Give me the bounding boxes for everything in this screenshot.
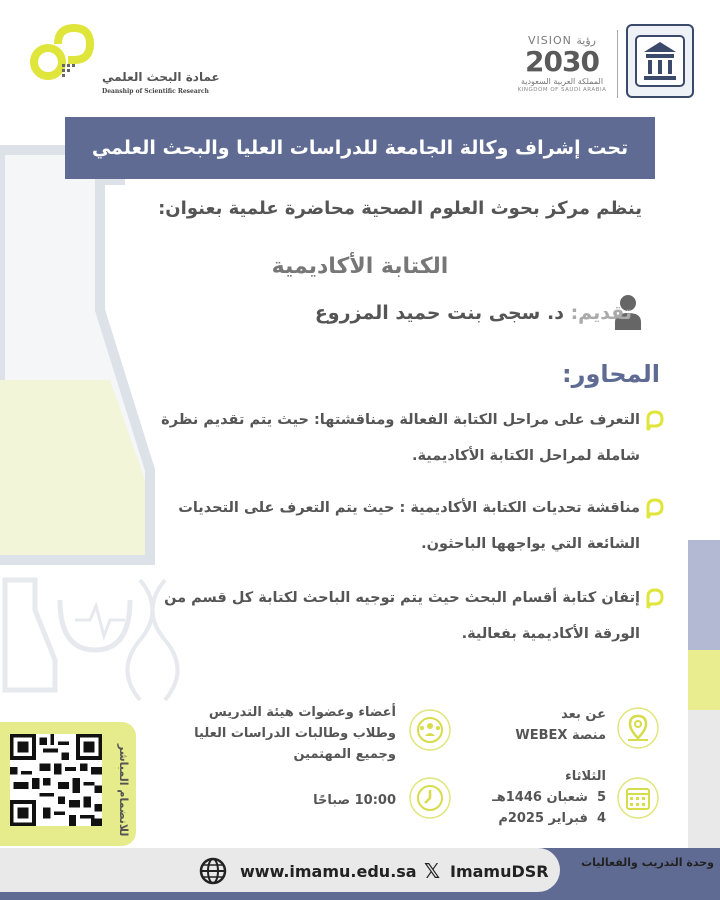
axis-item [120,402,660,474]
vision-country-en: KINGDOM OF SAUDI ARABIA [517,87,607,93]
axis-line-1: إتقان كتابة أقسام البحث حيث يتم توجيه الباحث لكتابة كل قسم من [164,590,640,606]
unit-label: وحدة التدريب والفعاليات [581,856,714,869]
vision-country-ar: المملكة العربية السعودية [520,77,604,86]
axis-line-2: الشائعة التي يواجهها الباحثون. [421,536,640,552]
date-hijri: شعبان 1446هـ [492,790,588,805]
intro-text: ينظم مركز بحوث العلوم الصحية محاضرة علمية بعنوان: [158,198,642,219]
university-emblem-icon [628,26,692,96]
date-hijri-day: 5 [596,790,606,805]
audience-line-3: وجميع المهتمين [293,747,396,762]
lecture-title: الكتابة الأكاديمية [271,254,449,279]
presenter-name: د. سجى بنت حميد المزروع [314,302,564,324]
axis-line-2: الورقة الأكاديمية بفعالية. [461,626,640,642]
calendar-icon [616,776,660,820]
date-greg: فبراير 2025م [498,811,588,826]
supervision-banner: تحت إشراف وكالة الجامعة للدراسات العليا والبحث العلمي [65,117,655,179]
location-value: منصة WEBEX [515,728,606,743]
logo-divider [617,30,618,98]
audience-icon [408,708,452,752]
imam-university-logo [626,24,694,98]
dsr-name-ar: عمادة البحث العلمي [102,70,220,84]
dsr-name-en: Deanship of Scientific Research [102,88,209,95]
vision-label: VISION رؤية [528,34,596,47]
audience-line-1: أعضاء وعضوات هيئة التدريس [208,705,396,720]
date-info [492,766,606,829]
x-logo-icon: 𝕏 [424,859,441,883]
axis-item [120,580,660,652]
presenter [315,302,632,324]
bullet-icon [646,409,664,431]
location-info [515,704,606,746]
bullet-icon [646,587,664,609]
date-greg-day: 4 [596,811,606,826]
location-icon [616,706,660,750]
date-greg-line [492,808,606,829]
clock-icon [408,776,452,820]
audience-line-2: وطلاب وطالبات الدراسات العليا [194,726,396,741]
time-info: 10:00 صباحًا [313,793,396,808]
vision-year: 2030 [525,45,599,78]
dsr-logo-icon [28,22,98,92]
x-handle-link[interactable]: ImamuDSR [450,862,549,881]
audience-info [194,702,396,765]
qr-code[interactable] [10,734,102,826]
date-hijri-line [492,787,606,808]
dsr-logo [28,22,220,100]
location-label: عن بعد [561,707,606,722]
event-day: الثلاثاء [565,769,606,784]
axis-line-1: التعرف على مراحل الكتابة الفعالة ومناقشتها: حيث يتم تقديم نظرة [161,412,640,428]
bullet-icon [646,497,664,519]
join-label: للانضمام المباشر [117,743,130,837]
axis-line-1: مناقشة تحديات الكتابة الأكاديمية : حيث يتم التعرف على التحديات [178,500,640,516]
vision-2030-logo [512,34,612,104]
presenter-label: تقديم: [570,302,632,324]
axes-title: المحاور: [562,360,660,388]
website-link[interactable]: www.imamu.edu.sa [240,862,417,881]
axis-line-2: شاملة لمراحل الكتابة الأكاديمية. [411,448,640,464]
globe-icon [198,856,228,886]
axis-item [120,490,660,562]
